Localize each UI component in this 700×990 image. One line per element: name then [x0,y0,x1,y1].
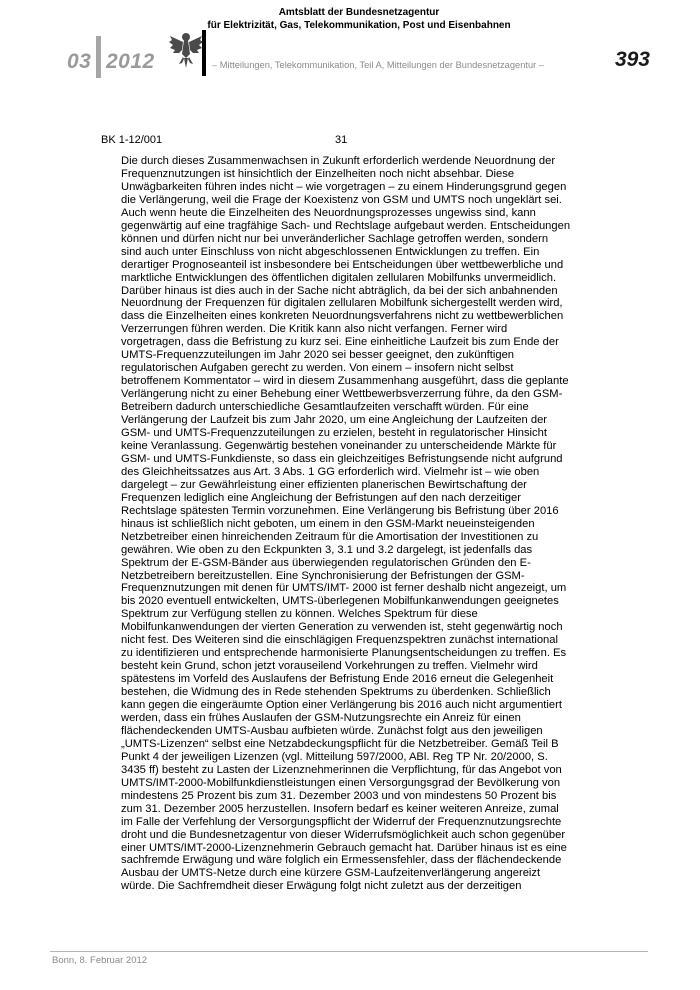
text-line: zum 31. Dezember 2005 herzustellen. Insofern bedarf es keiner weiteren Anreize, zumal [121,802,559,815]
text-line: bestehen, die Widmung des in Rede stehenden Spektrums zu überdenken. Schließlich [121,686,551,699]
text-line: kann gegen die eingeräumte Option einer Verlängerung bis 2016 auch nicht argumentiert [121,699,562,712]
text-line: bis 2020 eventuell entwickelten, UMTS-überlegenen Mobilfunkanwendungen geeignetes [121,595,559,608]
gazette-title-line2: für Elektrizität, Gas, Telekommunikation, Post und Eisenbahnen [207,20,511,31]
text-line: spätestens im Vorfeld des Auslaufens der Befristung Ende 2016 erneut die Gelegenheit [121,673,554,686]
text-line: keine Veranlassung. Gegenwärtig bestehen voneinander zu unterscheidende Märkte für [121,439,557,452]
text-line: UMTS/IMT-2000-Mobilfunkdienstleistungen einen Versorgungsgrad der Bevölkerung von [121,776,561,789]
header-divider [96,36,101,78]
text-line: sind auch unter Einschluss von nicht abgeschlossenen Entwicklungen zu treffen. Ein [121,245,540,258]
federal-eagle-icon [168,30,204,70]
text-line: Neuordnung der Frequenzen für digitalen zellularen Mobilfunk sichergestellt werden wird, [121,297,563,310]
text-line: werden, dass ein frühes Auslaufen der GSM-Nutzungsrechte ein Anreiz für einen [121,711,521,724]
text-line: einer UMTS/IMT-2000-Lizenznehmerin Gebrauch gemacht hat. Darüber hinaus ist es eine [121,841,567,854]
text-line: Verzerrungen führen werden. Die Kritik kann also nicht verfangen. Ferner wird [121,323,508,336]
text-line: Mobilfunkanwendungen der vierten Generation zu verwenden ist, steht gegenwärtig noch [121,621,563,634]
text-line: gewähren. Wie oben zu den Eckpunkten 3, 3.1 und 3.2 dargelegt, ist jedenfalls das [121,543,533,556]
text-line: dass die Einzelheiten eines konkreten Neuordnungsverfahrens nicht zu wettbewerblichen [121,310,564,323]
footer-date: Bonn, 8. Februar 2012 [52,955,148,966]
text-line: Betreibern dadurch unterschiedliche Gesamtlaufzeiten verschafft würden. Für eine [121,401,529,414]
text-line: Verlängerung nicht zu einer Behebung einer Wettbewerbsverzerrung führe, da den GSM- [121,388,563,401]
text-line: GSM- und UMTS-Frequenzzuteilungen zu erzielen, besteht in regulatorischer Hinsicht [121,427,547,440]
gazette-title [0,6,700,32]
text-line: besteht kein Grund, schon jetzt vorauseilend Vorkehrungen zu treffen. Vielmehr wird [121,660,538,673]
body-paragraph [121,155,591,893]
text-line: Die durch dieses Zusammenwachsen in Zukunft erforderlich werdende Neuordnung der [121,155,556,167]
text-line: 3435 ff) besteht zu Lasten der Lizenznehmerinnen die Verpflichtung, für das Angebot von [121,763,562,776]
text-line: Unwägbarkeiten führen indes nicht – wie vorgetragen – zu einem Hinderungsgrund gegen [121,180,567,193]
text-line: flächendeckenden UMTS-Ausbau aufbieten würde. Zunächst folgt aus den jeweiligen [121,724,543,737]
text-line: Spektrum der E-GSM-Bänder aus überwiegenden regulatorischen Gründen den E- [121,556,531,569]
text-line: können und dürfen nicht nur bei unveränderlicher Sachlage getroffen werden, sondern [121,232,549,245]
text-line: im Falle der Verfehlung der Versorgungspflicht der Widerruf der Frequenznutzungsrechte [121,815,562,828]
text-line: Auch wenn heute die Einzelheiten des Neuordnungsprozesses ungewiss sind, kann [121,206,536,219]
text-line: GSM- und UMTS-Funkdienste, so dass ein gleichzeitiges Befristungsende nicht aufgrund [121,452,563,465]
text-line: Frequenznutzungen mit denen für UMTS/IMT- 2000 ist ferner deshalb nicht angezeigt, um [121,582,567,595]
text-line: marktliche Entwicklungen des öffentlichen digitalen zellularen Mobilfunks unvermeidlich. [121,271,557,284]
gazette-title-line1: Amtsblatt der Bundesnetzagentur [278,7,440,18]
text-line: des Gleichheitssatzes aus Art. 3 Abs. 1 GG erforderlich wird. Vielmehr ist – wie oben [121,465,540,478]
issue-year: 2012 [106,50,155,73]
text-line: regulatorischen Aufgaben gerecht zu werden. Von einem – insofern nicht selbst [121,362,514,375]
text-line: vorgetragen, dass die Befristung zu kurz sei. Eine einheitliche Laufzeit bis zum Ende der [121,336,559,349]
text-line: Ausbau der UMTS-Netze durch eine kürzere GSM-Laufzeitenverlängerung angereizt [121,867,541,880]
text-line: sachfremde Erwägung und wäre folglich ein Ermessensfehler, dass der flächendeckende [121,854,562,867]
inner-page-number: 31 [335,134,348,146]
text-line: Darüber hinaus ist dies auch in der Sache nicht abträglich, da bei der sich anbahnenden [121,284,558,297]
text-line: mindestens 25 Prozent bis zum 31. Dezember 2003 und von mindestens 50 Prozent bis [121,789,557,802]
text-line: Netzbetreibern bereitzustellen. Eine Synchronisierung der Befristungen der GSM- [121,569,525,582]
text-line: „UMTS-Lizenzen“ selbst eine Netzabdeckungspflicht für die Netzbetreiber. Gemäß Teil B [121,737,559,750]
text-line: zu identifizieren und entsprechende harmonisierte Planungsentscheidungen zu treffen. Es [121,647,567,660]
text-line: Verlängerung der Laufzeit bis zum Jahr 2020, um eine Angleichung der Laufzeiten der [121,414,548,427]
text-line: würde. Die Sachfremdheit dieser Erwägung folgt nicht zuletzt aus der derzeitigen [121,880,522,893]
text-line: Netzbetreiber einen hinreichenden Zeitraum für die Amortisation der Investitionen zu [121,530,539,543]
gazette-subtitle: – Mitteilungen, Telekommunikation, Teil A, Mitteilungen der Bundesnetzagentur – [212,60,544,70]
issue-number: 03 [67,50,92,73]
text-line: Punkt 4 der jeweiligen Lizenzen (vgl. Mitteilung 597/2000, ABl. Reg TP Nr. 20/2000, S. [121,750,548,763]
text-line: Frequenzen lediglich eine Angleichung der Befristungen auf den nach derzeitiger [121,491,521,504]
text-line: Spektrum zur Verfügung stellen zu können. Welches Spektrum für diese [121,608,478,621]
text-line: derartiger Prognoseanteil ist insbesondere bei Entscheidungen über wettbewerbliche und [121,258,564,271]
text-line: Frequenznutzungen ist hinsichtlich der Einzelheiten noch nicht absehbar. Diese [121,167,515,180]
text-line: nicht fest. Des Weiteren sind die einschlägigen Frequenzspektren zunächst international [121,634,558,647]
text-line: dargelegt – zur Gewährleistung einer effizienten planerischen Bewirtschaftung der [121,478,527,491]
text-line: gegenwärtig auf eine tragfähige Sach- und Rechtslage aufgebaut werden. Entscheidungen [121,219,571,232]
text-line: UMTS-Frequenzzuteilungen im Jahr 2020 sei besser geeignet, den zukünftigen [121,349,515,362]
document-reference: BK 1-12/001 [101,134,163,146]
text-line: betroffenem Kommentator – wird in diesem Zusammenhang ausgeführt, dass die geplante [121,375,569,388]
text-line: hinaus ist schließlich nicht geboten, um einem in den GSM-Markt neueinsteigenden [121,517,535,530]
text-line: die Verlängerung, weil die Frage der Koexistenz von GSM und UMTS noch ungeklärt sei. [121,193,562,206]
text-line: Rechtslage spätesten Termin vorzunehmen. Eine Verlängerung bis Befristung über 2016 [121,504,559,517]
text-line: droht und die Bundesnetzagentur von dieser Widerrufsmöglichkeit auch schon gegenüber [121,828,566,841]
logo-bar [202,30,206,76]
page-number: 393 [614,48,650,71]
footer-rule [50,951,648,952]
